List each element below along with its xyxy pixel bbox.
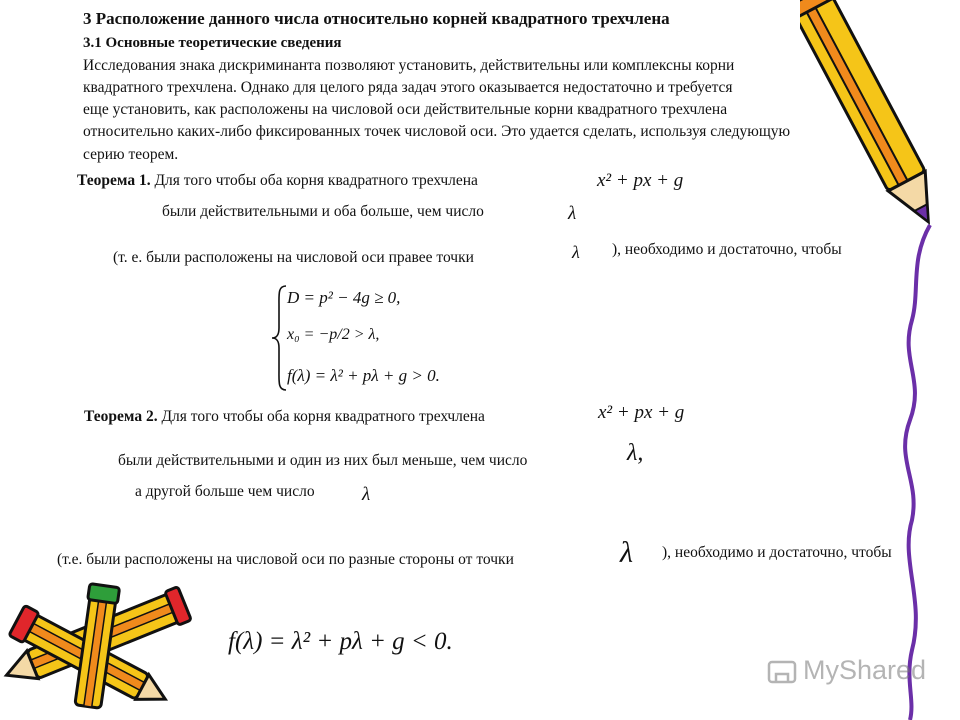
theorem2-line1 [84,408,485,426]
intro-line-4: относительно каких-либо фиксированных точек числовой оси. Это удается сделать, используя следующую [83,123,791,140]
theorem1-lambda-1: λ [568,203,577,224]
intro-line-5: серию теорем. [83,146,179,163]
theorem2-polynomial: x² + px + g [598,402,685,423]
section-subtitle: 3.1 Основные теоретические сведения [83,35,342,51]
theorem2-lambda-2: λ [620,536,633,569]
theorem1-lambda-2: λ [572,242,580,262]
theorem2-lambda-1: λ [362,484,371,505]
theorem1-condition-1: D = p² − 4g ≥ 0, [287,288,401,307]
theorem1-condition-3: f(λ) = λ² + pλ + g > 0. [287,366,440,385]
theorem1-line3: (т. е. были расположены на числовой оси правее точки [113,249,474,266]
theorem1-text1: Для того чтобы оба корня квадратного трехчлена [154,172,478,189]
theorem2-label: Теорема 2. [84,408,158,425]
pencil-right-decoration [800,0,960,720]
theorem1-polynomial: x² + px + g [597,170,684,191]
intro-line-1: Исследования знака дискриминанта позволяют установить, действительны или комплексны корни [83,57,735,74]
theorem2-line2: были действительными и один из них был меньше, чем число [118,452,528,469]
theorem2-line4-end: ), необходимо и достаточно, чтобы [662,544,892,561]
theorem2-lambda-comma: λ, [627,440,644,466]
theorem2-text1: Для того чтобы оба корня квадратного трехчлена [161,408,485,425]
theorem2-condition: f(λ) = λ² + pλ + g < 0. [228,628,453,655]
section-title: 3 Расположение данного числа относительно корней квадратного трехчлена [83,9,670,28]
theorem2-line3: а другой больше чем число [135,483,315,500]
theorem1-label: Теорема 1. [77,172,151,189]
pencils-left-decoration [0,575,200,720]
watermark [767,655,926,686]
watermark-text: MyShared [803,655,927,685]
intro-line-2: квадратного трехчлена. Однако для целого ряда задач этого оказывается недостаточно и требуется [83,79,733,96]
theorem1-line3-end: ), необходимо и достаточно, чтобы [612,241,842,258]
watermark-logo-icon [767,656,797,686]
theorem2-line4: (т.е. были расположены на числовой оси по разные стороны от точки [57,551,514,568]
intro-line-3: еще установить, как расположены на числовой оси действительные корни квадратного трехчлена [83,101,728,118]
theorem1-condition-2: x₀ = −p/2 > λ, [287,326,380,343]
theorem1-line2: были действительными и оба больше, чем число [162,203,484,220]
theorem1-line1 [77,172,478,190]
